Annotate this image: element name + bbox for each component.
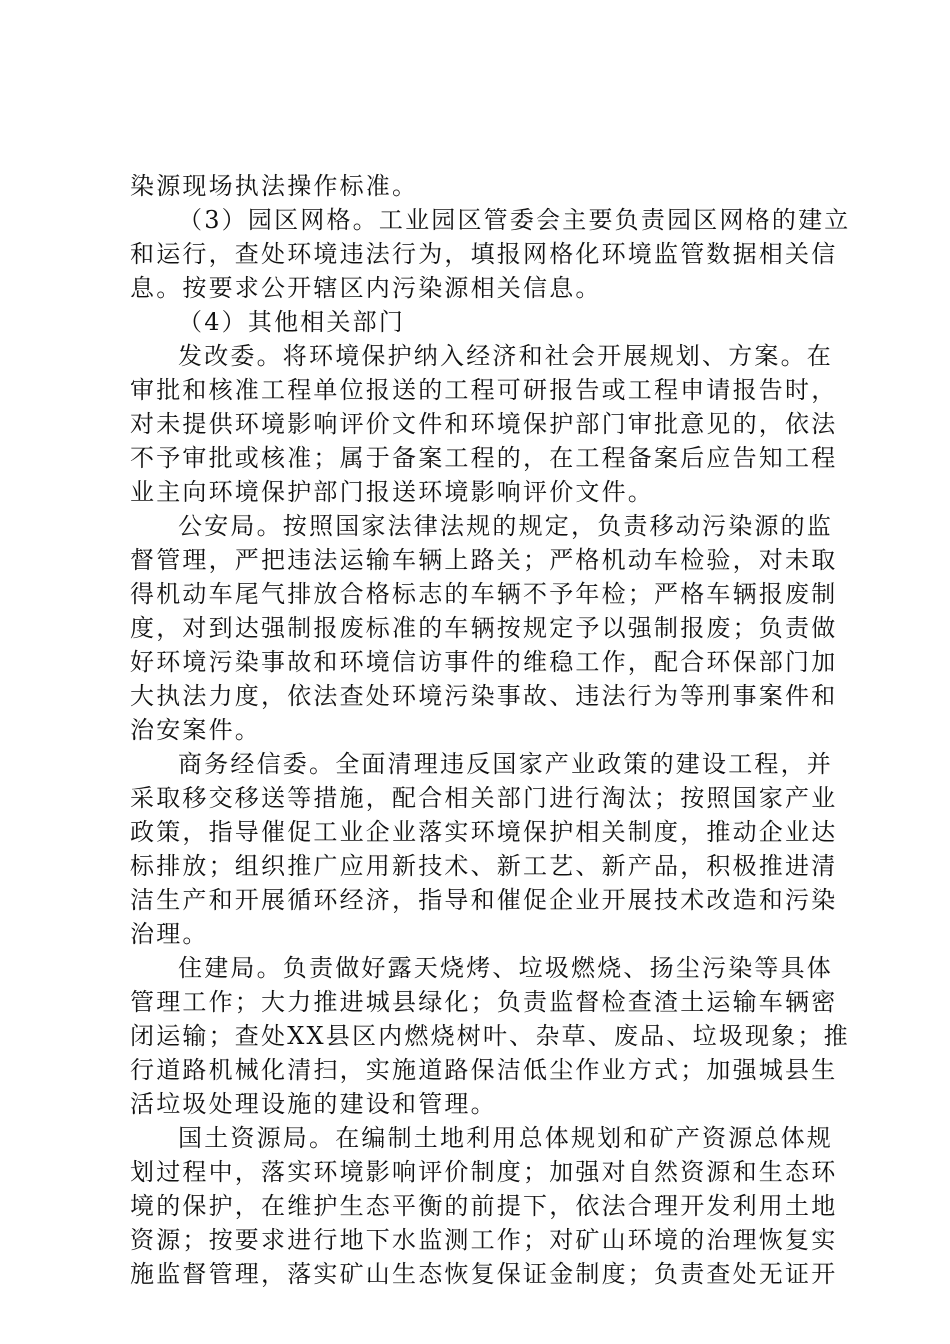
- text-line-12: 督管理，严把违法运输车辆上路关；严格机动车检验，对未取: [130, 546, 838, 574]
- text-line-7: 审批和核准工程单位报送的工程可研报告或工程申请报告时，: [130, 376, 838, 404]
- text-line-27: 行道路机械化清扫，实施道路保洁低尘作业方式；加强城县生: [130, 1056, 838, 1084]
- text-line-20: 政策，指导催促工业企业落实环境保护相关制度，推动企业达: [130, 818, 838, 846]
- text-line-17: 治安案件。: [130, 716, 261, 744]
- text-line-26: 闭运输；查处XX县区内燃烧树叶、杂草、废品、垃圾现象；推: [130, 1022, 850, 1050]
- text-line-8: 对未提供环境影响评价文件和环境保护部门审批意见的，依法: [130, 410, 838, 438]
- text-line-14: 度，对到达强制报废标准的车辆按规定予以强制报废；负责做: [130, 614, 838, 642]
- text-line-18: 商务经信委。全面清理违反国家产业政策的建设工程，并: [178, 750, 833, 778]
- text-line-10: 业主向环境保护部门报送环境影响评价文件。: [130, 478, 654, 506]
- text-line-33: 施监督管理，落实矿山生态恢复保证金制度；负责查处无证开: [130, 1260, 838, 1288]
- text-line-1: 染源现场执法操作标准。: [130, 172, 419, 200]
- text-line-15: 好环境污染事故和环境信访事件的维稳工作，配合环保部门加: [130, 648, 838, 676]
- text-line-28: 活垃圾处理设施的建设和管理。: [130, 1090, 497, 1118]
- text-line-5: （4）其他相关部门: [178, 308, 406, 336]
- text-line-9: 不予审批或核准；属于备案工程的，在工程备案后应告知工程: [130, 444, 838, 472]
- text-line-22: 洁生产和开展循环经济，指导和催促企业开展技术改造和污染: [130, 886, 838, 914]
- text-line-25: 管理工作；大力推进城县绿化；负责监督检查渣土运输车辆密: [130, 988, 838, 1016]
- text-line-13: 得机动车尾气排放合格标志的车辆不予年检；严格车辆报废制: [130, 580, 838, 608]
- text-line-3: 和运行，查处环境违法行为，填报网格化环境监管数据相关信: [130, 240, 838, 268]
- text-line-2: （3）园区网格。工业园区管委会主要负责园区网格的建立: [178, 206, 851, 234]
- text-line-21: 标排放；组织推广应用新技术、新工艺、新产品，积极推进清: [130, 852, 838, 880]
- text-line-4: 息。按要求公开辖区内污染源相关信息。: [130, 274, 602, 302]
- text-line-11: 公安局。按照国家法律法规的规定，负责移动污染源的监: [178, 512, 833, 540]
- text-line-32: 资源；按要求进行地下水监测工作；对矿山环境的治理恢复实: [130, 1226, 838, 1254]
- text-line-30: 划过程中，落实环境影响评价制度；加强对自然资源和生态环: [130, 1158, 838, 1186]
- text-line-31: 境的保护，在维护生态平衡的前提下，依法合理开发利用土地: [130, 1192, 838, 1220]
- text-line-24: 住建局。负责做好露天烧烤、垃圾燃烧、扬尘污染等具体: [178, 954, 833, 982]
- text-line-23: 治理。: [130, 920, 209, 948]
- text-line-16: 大执法力度，依法查处环境污染事故、违法行为等刑事案件和: [130, 682, 838, 710]
- text-line-6: 发改委。将环境保护纳入经济和社会开展规划、方案。在: [178, 342, 833, 370]
- text-line-19: 采取移交移送等措施，配合相关部门进行淘汰；按照国家产业: [130, 784, 838, 812]
- text-line-29: 国土资源局。在编制土地利用总体规划和矿产资源总体规: [178, 1124, 833, 1152]
